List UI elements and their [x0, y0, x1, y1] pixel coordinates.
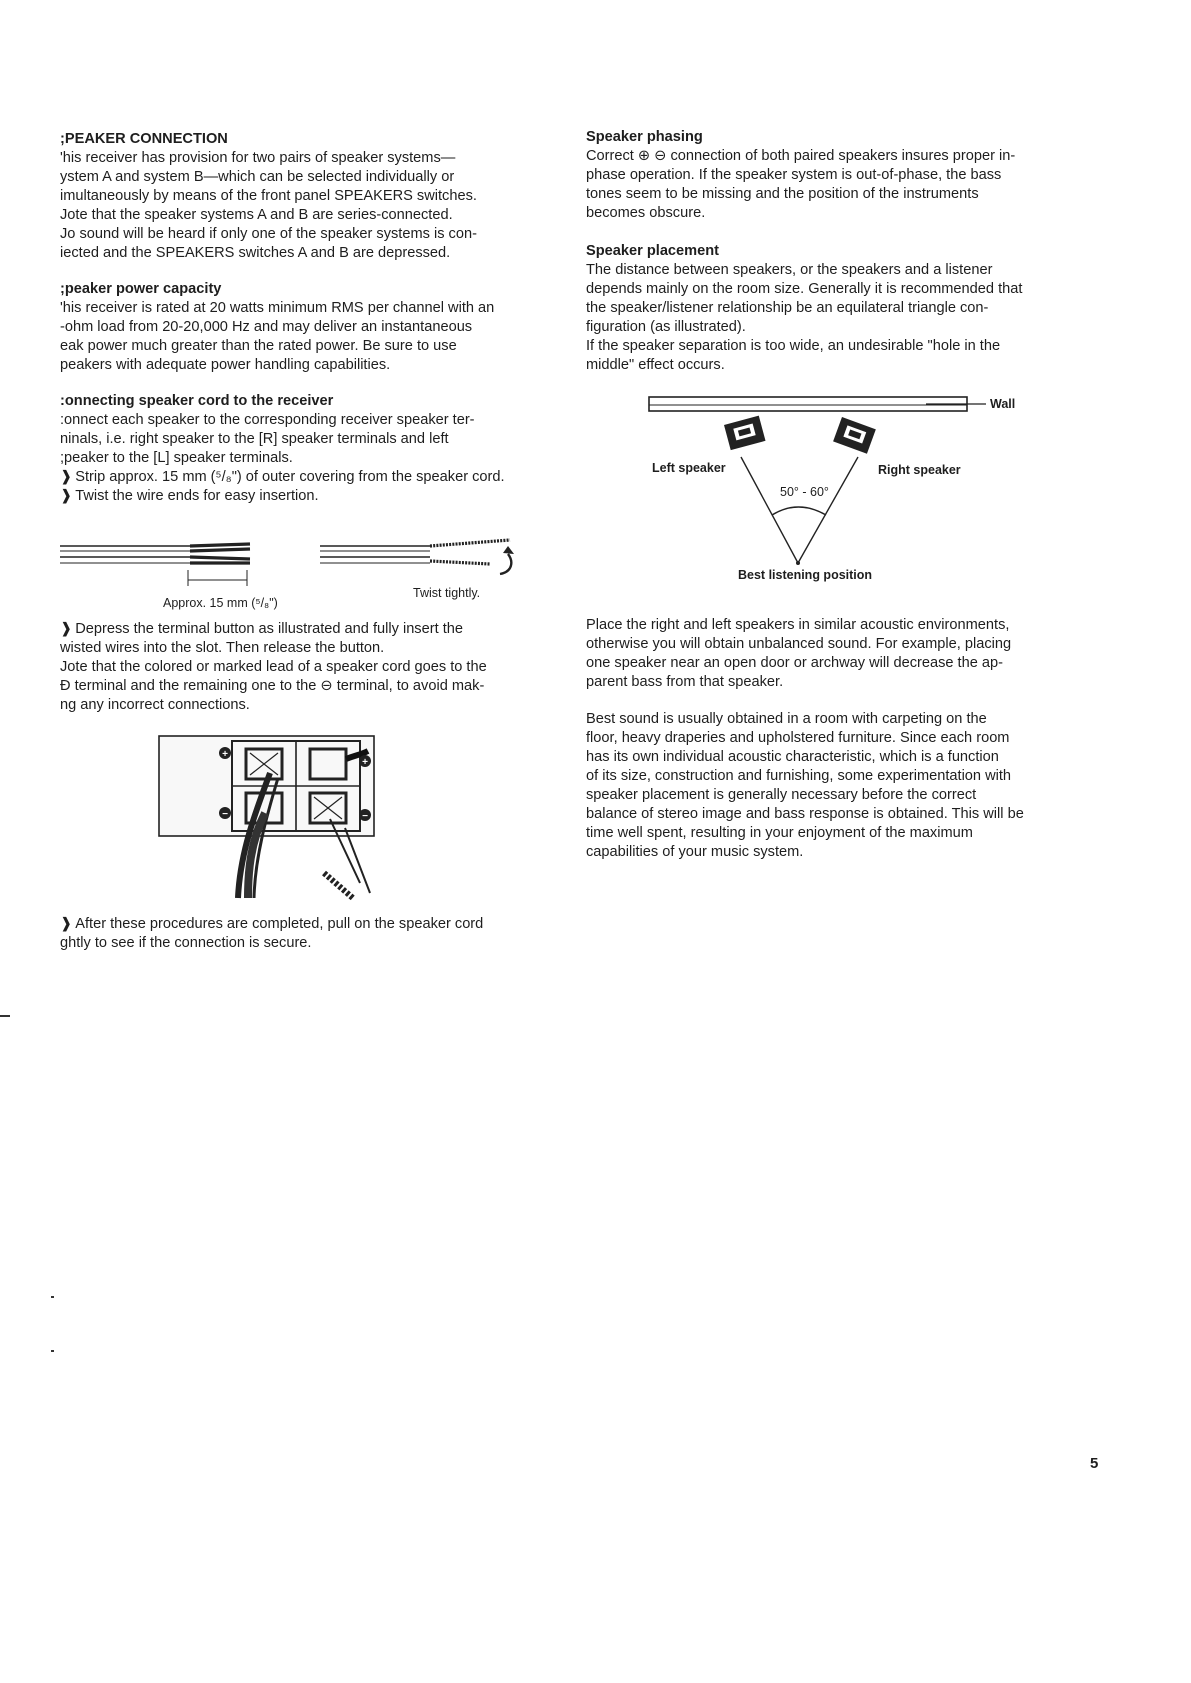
- text-line: Jote that the speaker systems A and B are series-connected.: [60, 207, 453, 223]
- text-line: Jote that the colored or marked lead of a speaker cord goes to the: [60, 659, 487, 675]
- section-best-sound: [586, 710, 1080, 862]
- terminal-figure: [60, 733, 554, 903]
- heading-speaker-phasing: Speaker phasing: [586, 129, 703, 145]
- svg-text:+: +: [222, 749, 228, 760]
- text-line: capabilities of your music system.: [586, 844, 804, 860]
- section-insert-wires: [60, 620, 554, 715]
- text-line: ninals, i.e. right speaker to the [R] speaker terminals and left: [60, 431, 449, 447]
- section-after-procedures: [60, 915, 554, 953]
- text-line: imultaneously by means of the front panel SPEAKERS switches.: [60, 188, 477, 204]
- wire-illustration: [60, 534, 554, 614]
- text-line: one speaker near an open door or archway will decrease the ap-: [586, 655, 1003, 671]
- text-line: time well spent, resulting in your enjoyment of the maximum: [586, 825, 973, 841]
- wall-label: Wall: [990, 397, 1016, 411]
- text-line: 'his receiver is rated at 20 watts minimum RMS per channel with an: [60, 300, 495, 316]
- text-line: floor, heavy draperies and upholstered furniture. Since each room: [586, 730, 1010, 746]
- right-speaker-label: Right speaker: [878, 463, 961, 477]
- stripped-cord-drawing: [60, 544, 250, 586]
- right-column: [586, 128, 1080, 879]
- text-line: balance of stereo image and bass response is obtained. This will be: [586, 806, 1024, 822]
- step-3: [60, 620, 554, 639]
- text-line: If the speaker separation is too wide, an undesirable "hole in the: [586, 338, 1001, 354]
- text-line: Jo sound will be heard if only one of the speaker systems is con-: [60, 226, 477, 242]
- text-line: tones seem to be missing and the position of the instruments: [586, 186, 979, 202]
- text-line: 'his receiver has provision for two pairs of speaker systems—: [60, 150, 456, 166]
- step-2: [60, 487, 554, 506]
- svg-text:−: −: [362, 811, 368, 822]
- text-line: Place the right and left speakers in similar acoustic environments,: [586, 617, 1010, 633]
- listener-point: [796, 561, 800, 565]
- text-line: Best sound is usually obtained in a room with carpeting on the: [586, 711, 987, 727]
- text-line: Ð terminal and the remaining one to the ⊖ terminal, to avoid mak-: [60, 678, 485, 694]
- step-4: [60, 915, 554, 934]
- text-line: figuration (as illustrated).: [586, 319, 746, 335]
- speaker-placement-figure: [586, 395, 1080, 590]
- twisted-cord-drawing: [320, 540, 514, 574]
- section-speaker-phasing: [586, 128, 1080, 223]
- text-line: Correct ⊕ ⊖ connection of both paired speakers insures proper in-: [586, 148, 1016, 164]
- svg-text:−: −: [222, 809, 228, 820]
- step-1: [60, 468, 554, 487]
- placement-illustration: [586, 395, 1080, 590]
- section-speaker-placement: [586, 242, 1080, 375]
- step-marker-icon: ❱: [60, 916, 73, 932]
- scan-mark: [51, 1350, 54, 1352]
- scan-mark: [0, 1015, 10, 1017]
- right-speaker-icon: [833, 417, 876, 454]
- section-connecting-cord: [60, 392, 554, 506]
- step-marker-icon: ❱: [60, 488, 73, 504]
- text-line: ;peaker to the [L] speaker terminals.: [60, 450, 293, 466]
- text-line: becomes obscure.: [586, 205, 706, 221]
- section-power-capacity: [60, 280, 554, 375]
- text-line: :onnect each speaker to the corresponding receiver speaker ter-: [60, 412, 475, 428]
- text-line: has its own individual acoustic characteristic, which is a function: [586, 749, 999, 765]
- left-speaker-icon: [724, 416, 766, 450]
- wall-shape: [649, 397, 967, 411]
- text-line: ghtly to see if the connection is secure.: [60, 935, 312, 951]
- text-line: middle" effect occurs.: [586, 357, 725, 373]
- wire-stripping-figure: [60, 534, 554, 614]
- twist-tightly-label: Twist tightly.: [413, 586, 481, 600]
- angle-label: 50° - 60°: [780, 485, 829, 499]
- text-line: -ohm load from 20-20,000 Hz and may deliver an instantaneous: [60, 319, 473, 335]
- scan-mark: [51, 1296, 54, 1298]
- section-acoustic-environment: [586, 616, 1080, 692]
- best-listening-position-label: Best listening position: [738, 568, 873, 582]
- left-column: [60, 130, 554, 970]
- text-line: Depress the terminal button as illustrated and fully insert the: [75, 621, 463, 637]
- text-line: The distance between speakers, or the speakers and a listener: [586, 262, 993, 278]
- heading-speaker-connection: ;PEAKER CONNECTION: [60, 131, 228, 147]
- left-speaker-label: Left speaker: [652, 461, 726, 475]
- text-line: wisted wires into the slot. Then release the button.: [60, 640, 385, 656]
- text-line: After these procedures are completed, pull on the speaker cord: [75, 916, 484, 932]
- text-line: of its size, construction and furnishing, some experimentation with: [586, 768, 1012, 784]
- text-line: ystem A and system B—which can be selected individually or: [60, 169, 455, 185]
- text-line: parent bass from that speaker.: [586, 674, 784, 690]
- step-marker-icon: ❱: [60, 621, 73, 637]
- approx-15mm-label: Approx. 15 mm (⁵/₈"): [163, 596, 278, 610]
- heading-speaker-placement: Speaker placement: [586, 243, 720, 259]
- text-line: iected and the SPEAKERS switches A and B are depressed.: [60, 245, 451, 261]
- text-line: ng any incorrect connections.: [60, 697, 250, 713]
- text-line: speaker placement is generally necessary before the correct: [586, 787, 977, 803]
- svg-text:+: +: [362, 757, 368, 768]
- text-line: depends mainly on the room size. Generally it is recommended that: [586, 281, 1023, 297]
- step-marker-icon: ❱: [60, 469, 73, 485]
- text-line: eak power much greater than the rated power. Be sure to use: [60, 338, 457, 354]
- terminal-illustration: [60, 733, 554, 903]
- heading-connecting-cord: :onnecting speaker cord to the receiver: [60, 393, 334, 409]
- step-1-text: Strip approx. 15 mm (⁵/₈") of outer covering from the speaker cord.: [75, 469, 505, 485]
- text-line: phase operation. If the speaker system is out-of-phase, the bass: [586, 167, 1002, 183]
- text-line: peakers with adequate power handling capabilities.: [60, 357, 391, 373]
- step-2-text: Twist the wire ends for easy insertion.: [75, 488, 319, 504]
- heading-power-capacity: ;peaker power capacity: [60, 281, 222, 297]
- section-speaker-connection: [60, 130, 554, 263]
- page-number: 5: [1090, 1455, 1099, 1472]
- text-line: otherwise you will obtain unbalanced sound. For example, placing: [586, 636, 1012, 652]
- text-line: the speaker/listener relationship be an equilateral triangle con-: [586, 300, 989, 316]
